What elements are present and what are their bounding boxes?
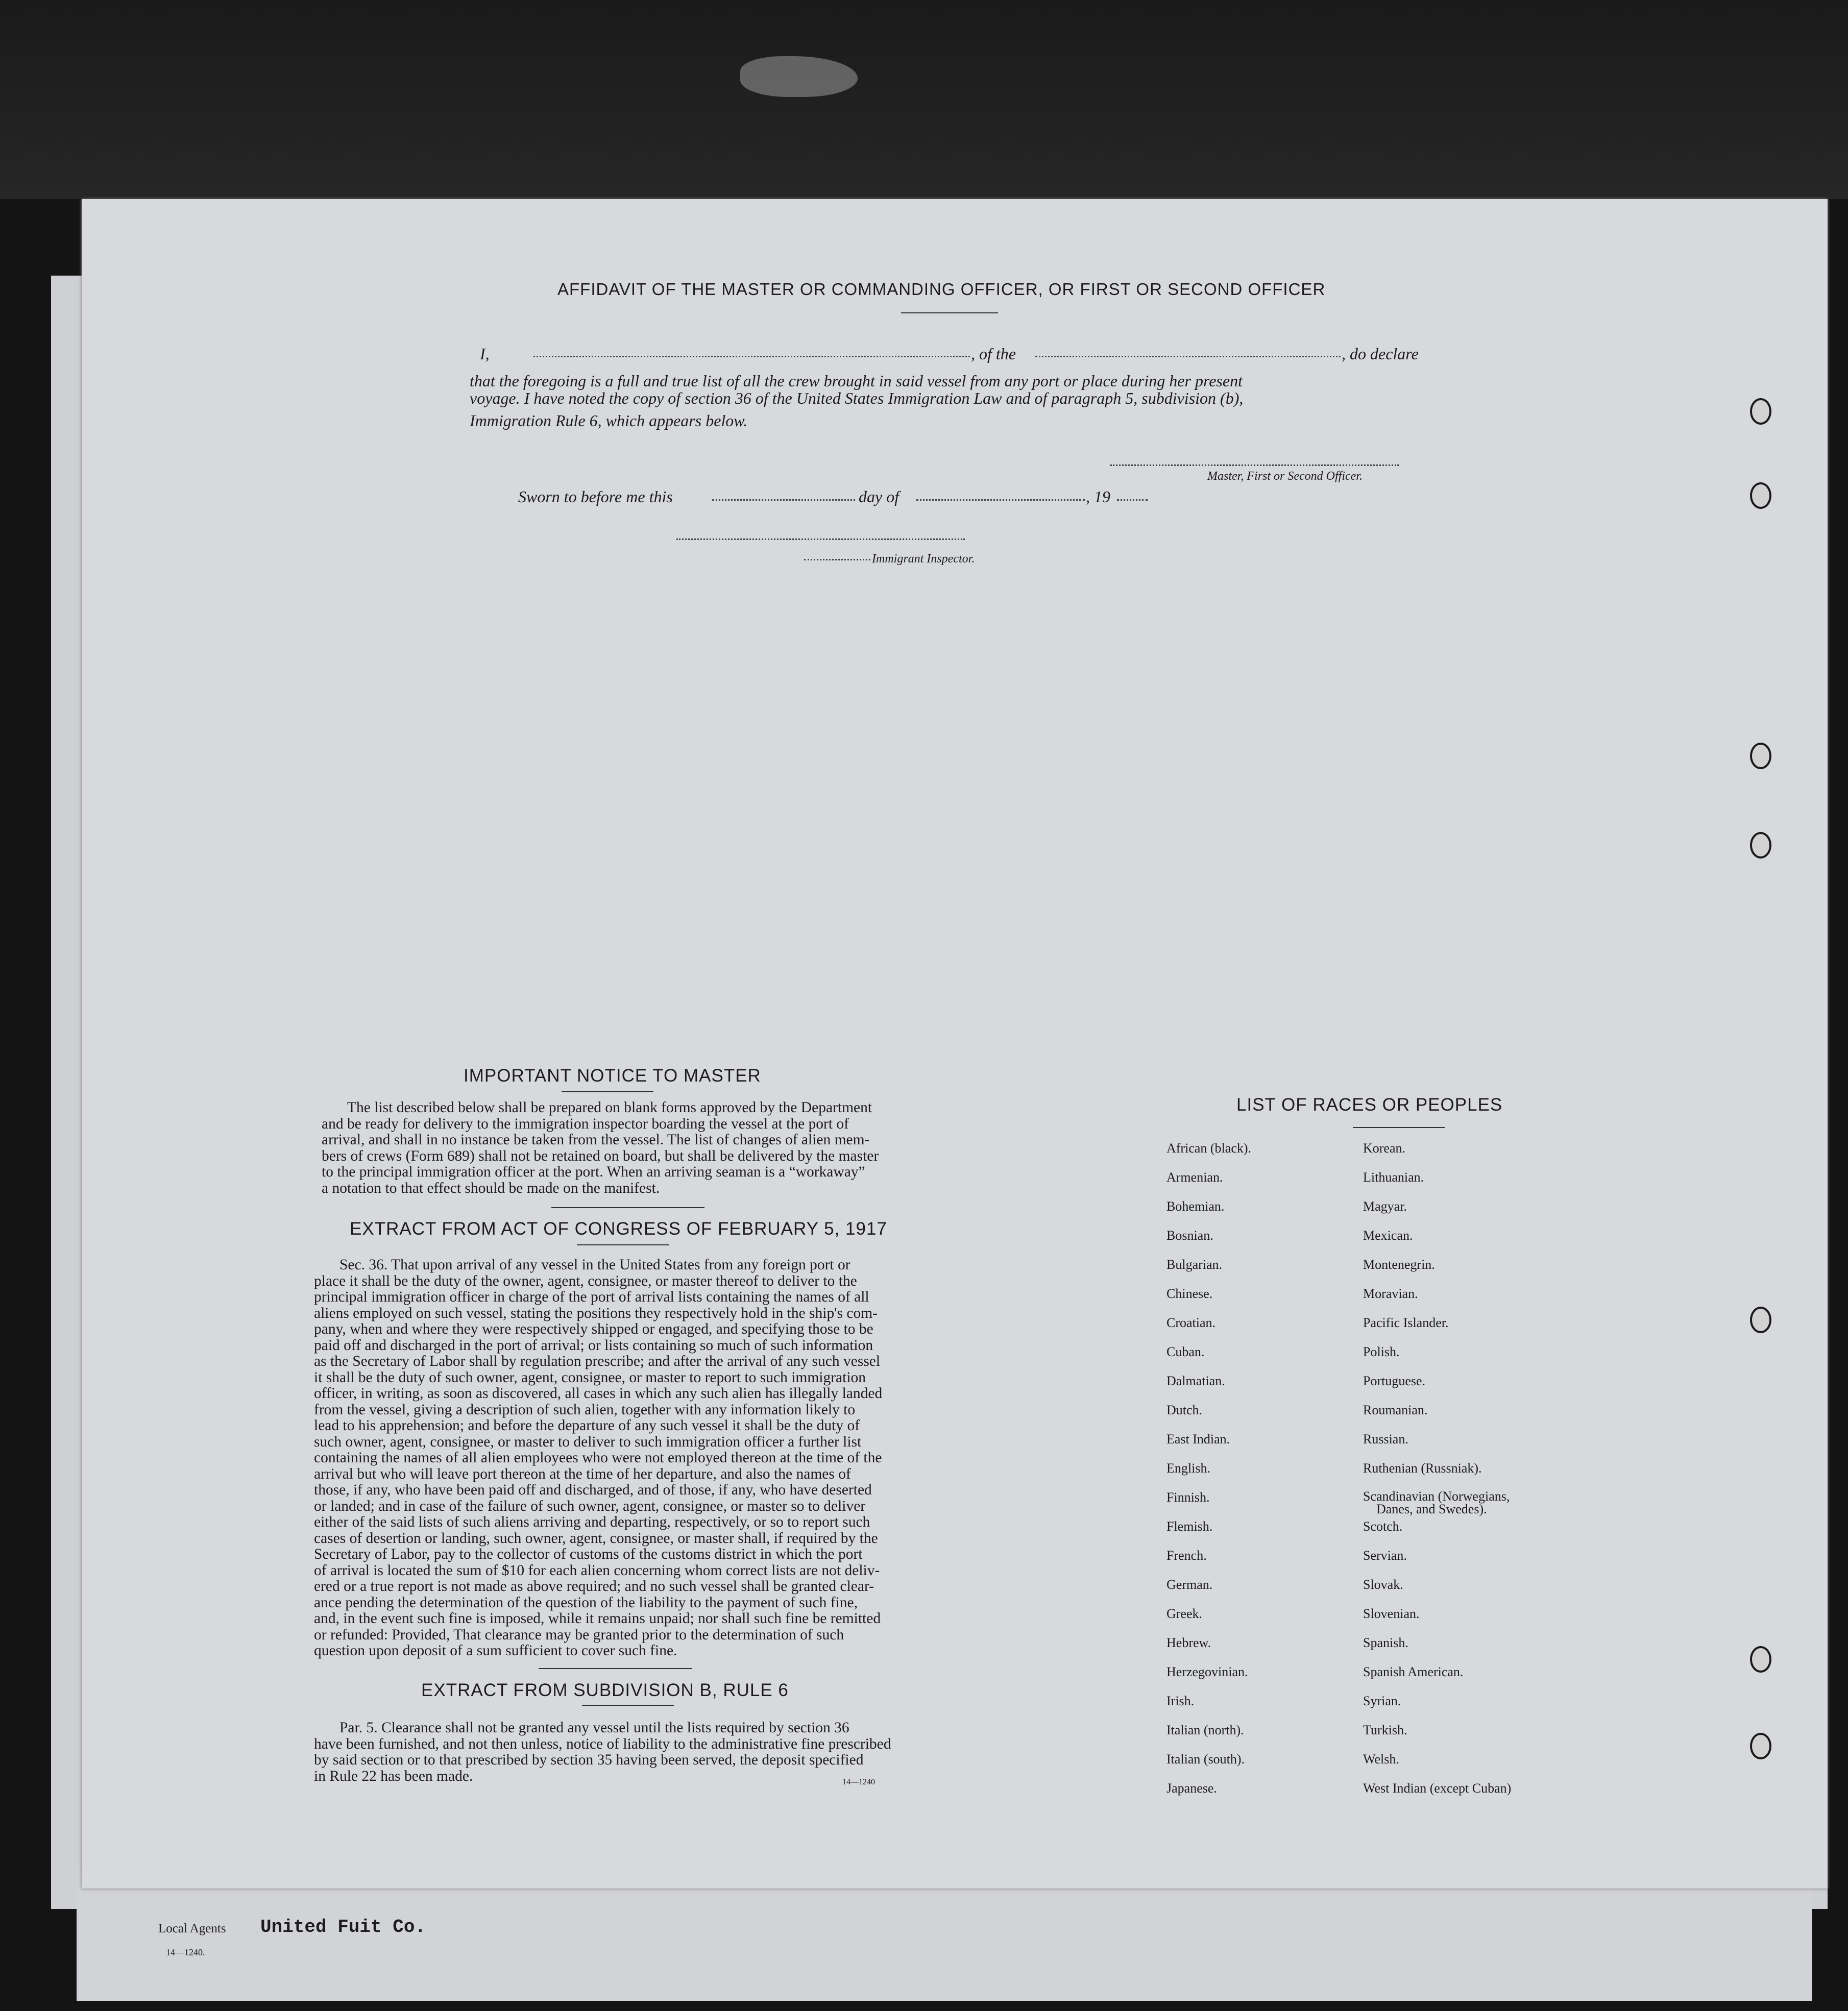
race-item: Polish. — [1363, 1344, 1400, 1359]
race-item: Dalmatian. — [1166, 1374, 1225, 1388]
race-item: Herzegovinian. — [1166, 1664, 1248, 1679]
act-line: aliens employed on such vessel, stating the positions they respectively hold in the ship's com- — [314, 1305, 878, 1321]
extract-rule-body — [314, 1720, 893, 1784]
act-line: of arrival is located the sum of $10 for each alien concerning whom correct lists are not deliv- — [314, 1562, 880, 1579]
name-blank — [533, 356, 970, 357]
notice-line: and be ready for delivery to the immigration inspector boarding the vessel at the port of — [322, 1115, 849, 1132]
race-item: Russian. — [1363, 1432, 1408, 1446]
race-item: German. — [1166, 1577, 1213, 1592]
race-item: Flemish. — [1166, 1519, 1213, 1534]
affidavit-i: I, — [480, 345, 490, 363]
act-line: arrival but who will leave port thereon at the time of her departure, and also the names of — [314, 1465, 851, 1482]
race-item: Welsh. — [1363, 1752, 1399, 1767]
affidavit-line-3: voyage. I have noted the copy of section 36 of the United States Immigration Law and of paragraph 5, subdivision (b), — [470, 389, 1244, 407]
punch-hole — [1750, 398, 1771, 425]
notice-title: IMPORTANT NOTICE TO MASTER — [464, 1066, 761, 1086]
rule-line: by said section or to that prescribed by section 35 having been served, the deposit specified — [314, 1752, 864, 1768]
race-item: Slovenian. — [1363, 1606, 1420, 1621]
affidavit-line-2: that the foregoing is a full and true list of all the crew brought in said vessel from any port or place during her present — [470, 372, 1243, 390]
act-line: from the vessel, giving a description of such alien, together with any information likely to — [314, 1401, 856, 1418]
master-signature-line — [1110, 464, 1399, 466]
race-item: Mexican. — [1363, 1228, 1413, 1243]
race-item: Dutch. — [1166, 1403, 1203, 1417]
title-rule — [901, 312, 998, 313]
race-item: Moravian. — [1363, 1286, 1418, 1301]
race-item: Bulgarian. — [1166, 1257, 1223, 1272]
race-item: Roumanian. — [1363, 1403, 1428, 1417]
extract-rule-title: EXTRACT FROM SUBDIVISION B, RULE 6 — [421, 1680, 789, 1700]
notice-rule — [562, 1091, 653, 1092]
act-line: question upon deposit of a sum sufficient to cover such fine. — [314, 1642, 677, 1659]
affidavit-line-4: Immigration Rule 6, which appears below. — [470, 411, 748, 430]
race-item: Armenian. — [1166, 1170, 1223, 1185]
act-line: officer, in writing, as soon as discovered, all cases in which any such alien has illegally landed — [314, 1385, 883, 1402]
race-item-scandinavian — [1363, 1490, 1628, 1519]
act-line: containing the names of all alien employees who were not employed thereon at the time of the — [314, 1450, 882, 1466]
punch-hole — [1750, 1307, 1771, 1333]
race-item: Italian (south). — [1166, 1752, 1245, 1767]
act-line: ance pending the determination of the question of the liability to the payment of such fine, — [314, 1594, 858, 1611]
act-line: place it shall be the duty of the owner, agent, consignee, or master thereof to deliver to the — [314, 1272, 857, 1289]
race-item: Ruthenian (Russniak). — [1363, 1461, 1482, 1476]
race-item: Italian (north). — [1166, 1723, 1244, 1737]
act-line: or refunded: Provided, That clearance may be granted prior to the determination of such — [314, 1626, 844, 1643]
act-line: those, if any, who have been paid off and discharged, and of those, if any, who have deserted — [314, 1482, 872, 1498]
affidavit-do-declare: , do declare — [1342, 345, 1419, 363]
act-line: and, in the event such fine is imposed, while it remains unpaid; nor shall such fine be remitted — [314, 1610, 881, 1627]
act-line: lead to his apprehension; and before the departure of any such vessel it shall be the duty of — [314, 1417, 860, 1434]
race-item: Scandinavian (Norwegians, — [1363, 1489, 1510, 1504]
race-item: Bohemian. — [1166, 1199, 1225, 1214]
race-item: Servian. — [1363, 1548, 1407, 1563]
inspector-signature-line-2 — [804, 559, 870, 560]
notice-body — [322, 1100, 893, 1196]
act-line: or landed; and in case of the failure of such owner, agent, consignee, or master so to deliver — [314, 1498, 866, 1514]
form-number: 14—1240 — [842, 1778, 875, 1786]
punch-hole — [1750, 743, 1771, 769]
act-line: cases of desertion or landing, such owner, agent, consignee, or master shall, if required by the — [314, 1530, 878, 1547]
race-item: Japanese. — [1166, 1781, 1217, 1796]
sworn-month-blank — [916, 499, 1085, 501]
race-item: Slovak. — [1363, 1577, 1403, 1592]
race-item: Scotch. — [1363, 1519, 1403, 1534]
act-line: ered or a true report is not made as above required; and no such vessel shall be granted clear- — [314, 1578, 874, 1595]
race-item: African (black). — [1166, 1141, 1252, 1156]
race-item: Bosnian. — [1166, 1228, 1213, 1243]
affidavit-of-the: , of the — [971, 345, 1016, 363]
extract-rule-rule — [582, 1705, 674, 1706]
extract-act-rule — [577, 1244, 669, 1245]
race-item: Magyar. — [1363, 1199, 1407, 1214]
vessel-blank — [1035, 356, 1341, 357]
day-of-text: day of — [859, 487, 899, 506]
punch-hole — [1750, 832, 1771, 859]
race-item: East Indian. — [1166, 1432, 1230, 1446]
rule-line: in Rule 22 has been made. — [314, 1768, 473, 1784]
race-item: Portuguese. — [1363, 1374, 1426, 1388]
notice-line: to the principal immigration officer at the port. When an arriving seaman is a “workaway” — [322, 1164, 865, 1180]
act-line: Sec. 36. That upon arrival of any vessel in the United States from any foreign port or — [339, 1257, 850, 1273]
notice-line: bers of crews (Form 689) shall not be retained on board, but shall be delivered by the master — [322, 1147, 879, 1164]
race-item: Turkish. — [1363, 1723, 1407, 1737]
race-item: Irish. — [1166, 1694, 1195, 1708]
extract-act-body — [314, 1257, 893, 1659]
punch-hole — [1750, 1733, 1771, 1759]
act-line: Secretary of Labor, pay to the collector of customs of the customs district in which the port — [314, 1546, 863, 1562]
race-item: Korean. — [1363, 1141, 1406, 1156]
sworn-day-blank — [712, 499, 855, 501]
race-item-continued: Danes, and Swedes). — [1376, 1502, 1487, 1516]
act-line: such owner, agent, consignee, or master to deliver to such immigration officer a further list — [314, 1433, 862, 1450]
footer-form-number: 14—1240. — [166, 1947, 205, 1957]
race-item: Hebrew. — [1166, 1635, 1211, 1650]
year-blank — [1117, 499, 1148, 501]
race-item: Spanish American. — [1363, 1664, 1464, 1679]
notice-line: The list described below shall be prepared on blank forms approved by the Department — [347, 1099, 872, 1116]
extract-act-title: EXTRACT FROM ACT OF CONGRESS OF FEBRUARY 5, 1917 — [350, 1219, 887, 1239]
race-item: Croatian. — [1166, 1315, 1216, 1330]
year-text: , 19 — [1086, 487, 1110, 506]
races-title: LIST OF RACES OR PEOPLES — [1236, 1095, 1503, 1115]
race-item: Lithuanian. — [1363, 1170, 1424, 1185]
race-item: Pacific Islander. — [1363, 1315, 1449, 1330]
rule-line: Par. 5. Clearance shall not be granted any vessel until the lists required by section 36 — [339, 1720, 849, 1736]
race-item: Greek. — [1166, 1606, 1203, 1621]
races-right-column — [1363, 1141, 1628, 1810]
race-item: English. — [1166, 1461, 1210, 1476]
act-line: principal immigration officer in charge of the port of arrival lists containing the names of all — [314, 1289, 869, 1305]
race-item: French. — [1166, 1548, 1207, 1563]
inspector-signature-line — [676, 538, 965, 540]
race-item: Spanish. — [1363, 1635, 1408, 1650]
races-rule — [1353, 1127, 1445, 1128]
act-line: pany, when and where they were respectively shipped or engaged, and specifying those to be — [314, 1321, 873, 1337]
sworn-text: Sworn to before me this — [518, 487, 673, 506]
scanner-background — [0, 0, 1848, 199]
notice-line: arrival, and shall in no instance be taken from the vessel. The list of changes of alien mem- — [322, 1132, 870, 1148]
act-line: it shall be the duty of such owner, agent, consignee, or master to report to such immigration — [314, 1369, 866, 1386]
act-line: either of the said lists of such aliens arriving and departing, respectively, or so to report such — [314, 1514, 870, 1530]
race-item: Finnish. — [1166, 1490, 1210, 1505]
race-item: Chinese. — [1166, 1286, 1213, 1301]
race-item: Cuban. — [1166, 1344, 1205, 1359]
race-item: Syrian. — [1363, 1694, 1401, 1708]
act-line: paid off and discharged in the port of arrival; or lists containing so much of such information — [314, 1337, 873, 1354]
notice-line: a notation to that effect should be made on the manifest. — [322, 1180, 660, 1196]
company-stamp: United Fuit Co. — [260, 1917, 426, 1938]
race-item: Montenegrin. — [1363, 1257, 1435, 1272]
affidavit-title: AFFIDAVIT OF THE MASTER OR COMMANDING OFFICER, OR FIRST OR SECOND OFFICER — [557, 280, 1326, 299]
master-signature-label: Master, First or Second Officer. — [1207, 470, 1363, 483]
race-item: West Indian (except Cuban) — [1363, 1781, 1512, 1796]
section-rule — [539, 1668, 692, 1669]
section-rule — [551, 1207, 704, 1208]
rule-line: have been furnished, and not then unless, notice of liability to the administrative fine prescribed — [314, 1735, 891, 1752]
act-line: as the Secretary of Labor shall by regulation prescribe; and after the arrival of any such vessel — [314, 1353, 881, 1369]
punch-hole — [1750, 1646, 1771, 1673]
local-agents-label: Local Agents — [158, 1922, 226, 1935]
punch-hole — [1750, 482, 1771, 509]
inspector-signature-label: Immigrant Inspector. — [872, 552, 975, 566]
